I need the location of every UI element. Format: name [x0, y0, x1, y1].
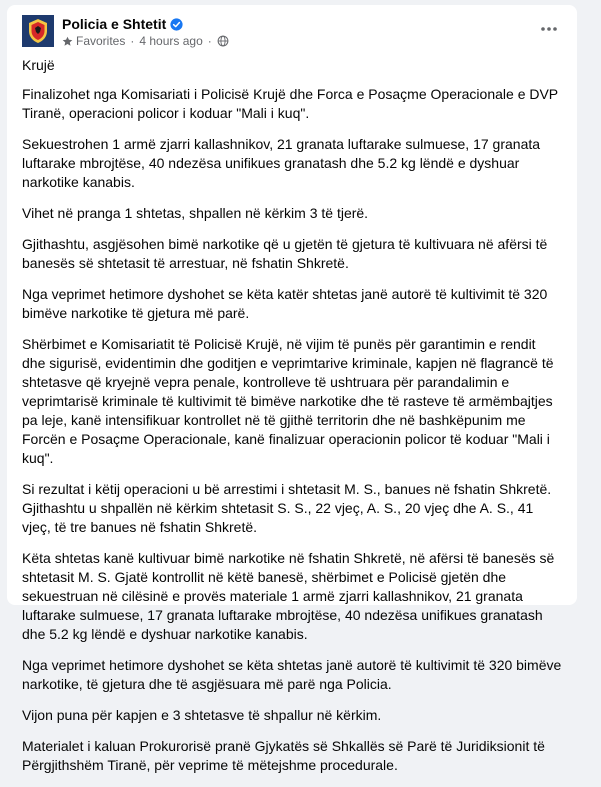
post-paragraph: Si rezultat i këtij operacioni u bë arrestimi i shtetasit M. S., banues në fshatin Shkretë. Gjithashtu u shpallën në kërkim shtetasit S. S., 22 vjeç, A. S., 20 vjeç dhe A. S., 41 vjeç, të tre banues në fshatin Shkretë.: [22, 481, 552, 535]
post-timestamp[interactable]: 4 hours ago: [139, 34, 203, 48]
star-icon: [62, 36, 73, 47]
more-options-icon: [541, 27, 557, 31]
post-paragraph: Materialet i kaluan Prokurorisë pranë Gjykatës së Shkallës së Parë të Juridiksionit të Përgjithshëm Tiranë, për veprime të mëtejshme procedurale.: [22, 738, 545, 773]
page-name[interactable]: Policia e Shtetit: [62, 16, 167, 32]
page-name-link[interactable]: [62, 16, 183, 32]
post-paragraph: Finalizohet nga Komisariati i Policisë Krujë dhe Forca e Posaçme Operacionale e DVP Tiranë, operacioni policor i koduar "Mali i kuq".: [22, 86, 558, 121]
post-paragraph: Shërbimet e Komisariatit të Policisë Krujë, në vijim të punës për garantimin e rendit dhe sigurisë, evidentimin dhe goditjen e veprimtarive kriminale, kapjen në flagrancë të shtetasve që kryejnë vepra penale, kontrolleve të ushtruara për parandalimin e veprimtarisë kriminale të kultivimit të bimëve narkotike dhe të rasteve të armëmbajtjes pa leje, kanë intensifikuar kontrollet në të gjithë territorin dhe në bashkëpunim me Forcën e Posaçme Operacionale, kanë finalizuar operacionin policor të koduar "Mali i kuq".: [22, 336, 554, 466]
post-meta: [62, 34, 229, 48]
more-options-button[interactable]: [537, 17, 561, 41]
post-card: [7, 5, 577, 773]
meta-separator: ·: [207, 34, 212, 48]
post-paragraph: Nga veprimet hetimore dyshohet se këta shtetas janë autorë të kultivimit të 320 bimëve narkotike, të gjetura dhe të asgjësuara më parë nga Policia.: [22, 657, 562, 692]
page-avatar[interactable]: [22, 15, 54, 47]
post-location: Krujë: [22, 57, 55, 73]
post-body: [22, 56, 562, 787]
post-paragraph: Nga veprimet hetimore dyshohet se këta katër shtetas janë autorë të kultivimit të 320 bimëve narkotike të gjetura më parë.: [22, 286, 548, 321]
post-header: [7, 5, 577, 53]
post-paragraph: Këta shtetas kanë kultivuar bimë narkotike në fshatin Shkretë, në afërsi të banesës së shtetasit M. S. Gjatë kontrollit në këtë banesë, shërbimet e Policisë gjetën dhe sekuestruan në cilësinë e provës materiale 1 armë zjarri kallashnikov, 21 granata luftarake sulmuese, 17 granata luftarake mbrojtëse, 40 ndezësa unifikues granatash dhe 5.2 kg lëndë e dyshuar narkotike kanabis.: [22, 550, 555, 642]
globe-icon[interactable]: [217, 35, 229, 47]
post-paragraph: Vihet në pranga 1 shtetas, shpallen në kërkim 3 të tjerë.: [22, 205, 369, 221]
post-paragraph: Gjithashtu, asgjësohen bimë narkotike që u gjetën të gjetura të kultivuara në afërsi të banesës së shtetasit të arrestuar, në fshatin Shkretë.: [22, 236, 548, 271]
post-paragraph: Vijon puna për kapjen e 3 shtetasve të shpallur në kërkim.: [22, 707, 382, 723]
meta-separator: ·: [130, 34, 135, 48]
post-paragraph: Sekuestrohen 1 armë zjarri kallashnikov, 21 granata luftarake sulmuese, 17 granata luftarake mbrojtëse, 40 ndezësa unifikues granatash dhe 5.2 kg lëndë e dyshuar narkotike kanabis.: [22, 136, 541, 190]
verified-badge-icon: [170, 18, 183, 31]
police-logo-icon: [22, 15, 54, 47]
audience-label[interactable]: Favorites: [76, 34, 126, 48]
